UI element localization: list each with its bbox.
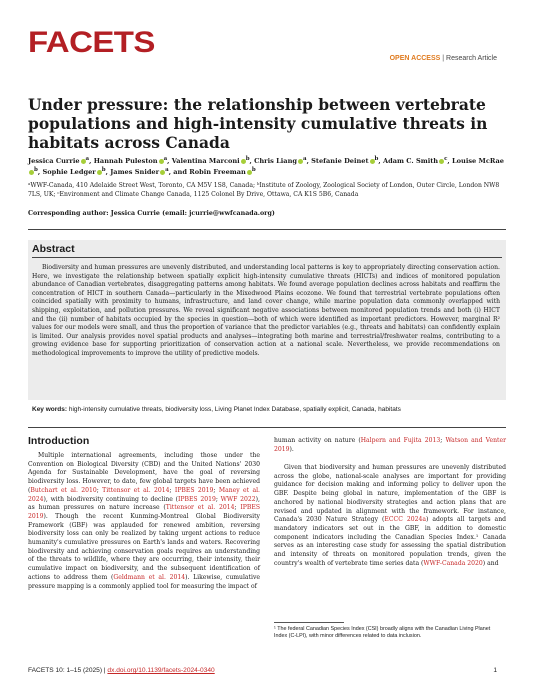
affiliation-marker: a — [303, 156, 307, 162]
author-name: Robin Freeman — [189, 168, 246, 177]
open-access-label: OPEN ACCESS — [389, 55, 441, 62]
body-text: ). Though the recent Kunming-Montreal Global Biodiversity Framework (GBF) was applauded for renewed ambition, reversing biodiversity loss can only be realized by taking urgent actions to reduce humanity's cumulative pressures on Earth's lands and waters. Recovering biodiversity and achieving conservation goals requires an understanding of the threats to wildlife, where they are occurring, their intensity, their cumulative impact on biodiversity, and the subsequent identification of actions to address them ( — [28, 512, 260, 581]
citation-link[interactable]: IPBES 2019 — [28, 504, 260, 520]
affiliation-marker: b — [245, 156, 250, 162]
citation-link[interactable]: IPBES 2019 — [177, 495, 216, 503]
keywords-text: high-intensity cumulative threats, biodiversity loss, Living Planet Index Database, spatially explicit, Canada, habitats — [67, 406, 401, 413]
author-separator: , — [105, 168, 111, 177]
badge-separator: | — [440, 55, 447, 62]
affiliation-marker: a — [85, 156, 90, 162]
citation-link[interactable]: ECCC 2024a — [384, 516, 426, 524]
author-name: Louise McRae — [452, 157, 504, 166]
citation-link[interactable]: Watson and Venter 2019 — [274, 437, 506, 453]
citation-link[interactable]: Halpern and Fujita 2013 — [360, 437, 441, 444]
abstract-rule — [32, 257, 502, 258]
author-name: Jessica Currie — [28, 157, 80, 166]
abstract-heading: Abstract — [32, 243, 75, 255]
article-badge — [390, 55, 497, 62]
affiliation-marker: c — [444, 156, 448, 162]
citation-link[interactable]: IPBES 2019 — [174, 486, 214, 494]
affiliation-marker: b — [374, 156, 379, 162]
section-divider — [28, 229, 506, 230]
author-separator: , — [89, 157, 94, 166]
citation-link[interactable]: Geldmann et al. 2014 — [113, 573, 186, 581]
footer-citation: FACETS 10: 1–15 (2025) | — [28, 667, 108, 674]
body-text: ), as human pressures on nature increase ( — [28, 495, 260, 512]
page-footer — [28, 667, 215, 674]
body-text: ) adopts all targets and mandatory indicators set out in the GBF, in addition to domestic component indicators including the Canadian Species Index.¹ Canada serves as an interesting case study for assessing the spatial distribution and intensity of threats on monitored population trends, given the country's wealth of vertebrate time series data ( — [274, 516, 507, 567]
body-text: ; — [213, 486, 219, 494]
author-name: James Snider — [110, 168, 160, 177]
affiliation-marker: b — [34, 167, 38, 174]
author-name: Sophie Ledger — [42, 168, 96, 177]
affiliation-marker: b — [101, 167, 106, 174]
affiliation-marker: a — [165, 167, 169, 174]
corresponding-email[interactable]: jcurrie@wwfcanada.org — [189, 210, 272, 217]
body-text: ) and — [482, 559, 499, 567]
footnote-divider — [274, 622, 344, 623]
body-text: ). — [289, 445, 294, 453]
intro-divider — [28, 427, 506, 428]
body-text: ; — [440, 437, 446, 444]
intro-column-right-continued — [274, 437, 506, 454]
footnote: ¹ The federal Canadian Species Index (CSI) broadly aligns with the Canadian Living Planet Index (C-LPI), with minor differences related to data inclusion. — [274, 626, 491, 639]
affiliations: ᵃWWF-Canada, 410 Adelaide Street West, Toronto, CA M5V 1S8, Canada; ᵇInstitute of Zoology, Zoological Society of London, Outer Circle, London NW8 7LS, UK; ᶜEnvironment and Climate Change Canada, 1125 Colonel By Drive, Ottawa, CA K1S 5B6, Canada — [28, 182, 500, 198]
facets-logo[interactable]: FACETS — [28, 26, 155, 59]
author-separator: , — [447, 157, 453, 166]
citation-link[interactable]: WWF-Canada 2020 — [423, 559, 483, 567]
corresponding-close: ) — [271, 210, 275, 217]
citation-link[interactable]: Tittensor et al. 2014 — [165, 504, 235, 512]
keywords-label: Key words: — [32, 406, 68, 413]
affiliation-marker: b — [251, 167, 256, 174]
author-name: Adam C. Smith — [382, 157, 439, 166]
body-text: ), with biodiversity continuing to decline ( — [43, 495, 178, 503]
affiliation-marker: a — [163, 156, 168, 162]
author-separator: , and — [168, 168, 190, 177]
page-number: 1 — [493, 667, 497, 674]
keywords — [32, 405, 500, 414]
corresponding-label: Corresponding author: Jessica Currie (email: — [28, 210, 190, 217]
doi-link[interactable]: dx.doi.org/10.1139/facets-2024-0340 — [107, 667, 215, 674]
intro-column-left — [28, 452, 260, 591]
introduction-heading: Introduction — [28, 435, 90, 447]
author-name: Stefanie Deinet — [311, 157, 369, 166]
author-separator: , — [167, 157, 172, 166]
article-title: Under pressure: the relationship between vertebrate populations and high-intensity cumulative threats in habitats across Canada — [28, 95, 488, 152]
author-separator: , — [306, 157, 312, 166]
article-type: Research Article — [446, 55, 497, 62]
citation-link[interactable]: Tittensor et al. 2014 — [102, 486, 170, 494]
author-name: Chris Liang — [254, 157, 297, 166]
body-text: Multiple international agreements, including those under the Convention on Biological Diversity (CBD) and the United Nations' 2030 Agenda for Sustainable Development, have the goal of reversing biodiversity loss. However, to date, few global targets have been achieved ( — [28, 452, 260, 494]
author-separator: , — [378, 157, 383, 166]
body-text: ; — [234, 504, 241, 512]
author-list — [28, 155, 508, 177]
body-text: ; — [215, 495, 221, 503]
citation-link[interactable]: Maney et al. 2024 — [28, 486, 260, 503]
citation-link[interactable]: WWF 2022 — [220, 495, 256, 503]
body-text: ). Likewise, cumulative pressure mapping is a commonly applied tool for measuring the impact of — [28, 573, 260, 590]
citation-link[interactable]: Butchart et al. 2010 — [30, 486, 97, 494]
author-name: Hannah Puleston — [93, 157, 158, 166]
body-text: ; — [96, 486, 103, 494]
corresponding-author — [28, 210, 275, 217]
body-text: Given that biodiversity and human pressures are unevenly distributed across the globe, national-scale analyses are important for providing guidance for decision making and informing policy to deliver upon the GBF. Despite being global in nature, implementation of the GBF is anchored by national biodiversity strategies and action plans that are revised and updated in alignment with the framework. For instance, Canada's 2030 Nature Strategy ( — [274, 464, 506, 524]
abstract-text: Biodiversity and human pressures are unevenly distributed, and understanding local patterns is key to appropriately directing conservation action. Here, we investigate the relationship between spatially explicit high-intensity cumulative threats (HICTs) and indices of monitored population abundance of Canadian vertebrates, disaggregating patterns among habitats. We found average population declines across habitats and reaffirm the concentration of HICT in southern Canada—particularly in the Mixedwood Plains ecozone. We found that terrestrial vertebrate populations often coincided spatially with proximity to humans, infrastructure, and land cover change, while marine population data commonly overlapped with shipping, exploitation, and pollution pressures. We reveal significant negative associations between monitored population trends and both (i) HICT and the (ii) number of habitats occupied by the species in question—both of which were identified as important predictors. However, marginal R² values for our models were small, and thus the proportion of variance that the predictor variables (e.g., threats and habitats) can confidently explain is limited. Our analysis provides novel spatial products and analyses—integrating both marine and terrestrial/freshwater realms, contributing to a growing evidence base for supporting prioritization of conservation action at a national scale. Nevertheless, we provide recommendations on methodological improvements to improve the utility of predictive models. — [32, 264, 500, 357]
body-text: human activity on nature ( — [274, 437, 361, 444]
body-text: ; — [169, 486, 175, 494]
author-name: Valentina Marconi — [171, 157, 240, 166]
author-separator: , — [37, 168, 43, 177]
intro-column-right-paragraph — [274, 464, 506, 568]
author-separator: , — [249, 157, 255, 166]
